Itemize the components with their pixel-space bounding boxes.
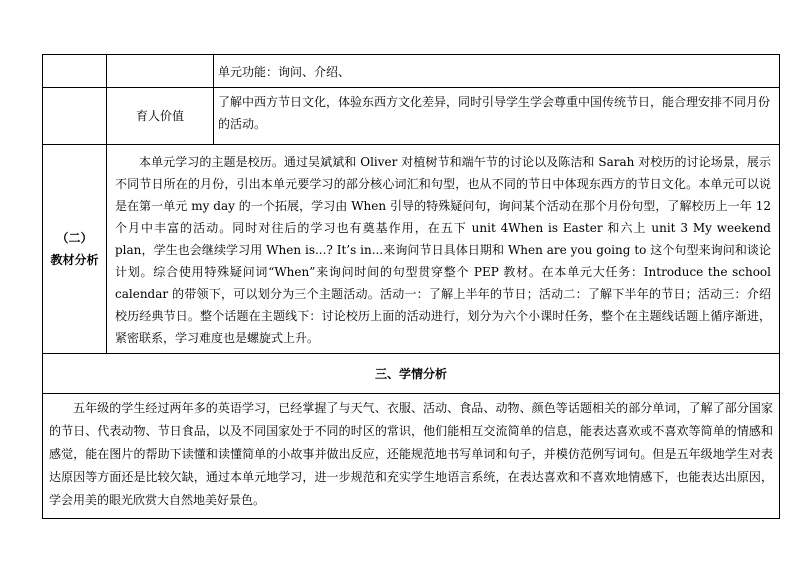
section2-row bbox=[43, 145, 780, 354]
section2-cell bbox=[107, 145, 780, 354]
section2-number: （二） bbox=[56, 231, 93, 245]
empty-cell-1 bbox=[43, 55, 107, 88]
empty-cell-2 bbox=[107, 55, 214, 88]
empty-cell-3 bbox=[43, 88, 107, 145]
function-text: 单元功能：询问、介绍、 bbox=[218, 65, 351, 79]
section3-row bbox=[43, 394, 780, 519]
function-row bbox=[43, 55, 780, 88]
section2-label: 教材分析 bbox=[50, 253, 99, 267]
section3-title: 三、学情分析 bbox=[43, 354, 780, 394]
section3-text: 五年级的学生经过两年多的英语学习，已经掌握了与天气、衣服、活动、食品、动物、颜色等话题相关的部分单词，了解了部分国家的节日、代表动物、节日食品，以及不同国家处于不同的时区的常识，他们能相互交流简单的信息，能表达喜欢或不喜欢等简单的情感和感觉，能在图片的帮助下读懂和读懂简单的小故事并做出反应，还能规范地书写单词和句子，并模仿范例写词句。但是五年级地学生对表达原因等方面还是比较欠缺，通过本单元地学习，进一步规范和充实学生地语言系统，在表达喜欢和不喜欢地情感下，也能表达出原因，学会用美的眼光欣赏大自然地美好景色。 bbox=[49, 401, 773, 507]
section3-cell bbox=[43, 394, 780, 519]
education-row bbox=[43, 88, 780, 145]
education-label: 育人价值 bbox=[107, 88, 214, 145]
section3-title-row bbox=[43, 354, 780, 394]
function-cell bbox=[214, 55, 780, 88]
lesson-plan-page bbox=[42, 54, 779, 519]
section2-text: 本单元学习的主题是校历。通过吴斌斌和 Oliver 对植树节和端午节的讨论以及陈洁和 Sarah 对校历的讨论场景，展示不同节日所在的月份，引出本单元要学习的部分核心词汇和句型，也从不同的节日中体现东西方的节日文化。本单元可以说是在第一单元 my day 的一个拓展，学习由 When 引导的特殊疑问句，询问某个活动在那个月份句型，了解校历上一年 12 个月中丰富的活动。同时对往后的学习也有奠基作用，在五下 unit 4When is Easter 和六上 unit 3 My weekend plan，学生也会继续学习用 When is...? It’s in...来询问节日具体日期和 When are you going to 这个句型来询问和谈论计划。综合使用特殊疑问词“When”来询问时间的句型贯穿整个 PEP 教材。在本单元大任务：Introduce the school calendar 的带领下，可以划分为三个主题活动。活动一：了解上半年的节日；活动二：了解下半年的节日；活动三：介绍校历经典节日。整个话题在主题线下：讨论校历上面的活动进行，划分为六个小课时任务，整个在主题线话题上循序渐进，紧密联系，学习难度也是螺旋式上升。 bbox=[115, 155, 771, 345]
education-text: 了解中西方节日文化，体验东西方文化差异，同时引导学生学会尊重中国传统节日，能合理安排不同月份的活动。 bbox=[218, 95, 771, 131]
education-cell bbox=[214, 88, 780, 145]
analysis-table bbox=[42, 54, 780, 519]
section2-label-cell bbox=[43, 145, 107, 354]
